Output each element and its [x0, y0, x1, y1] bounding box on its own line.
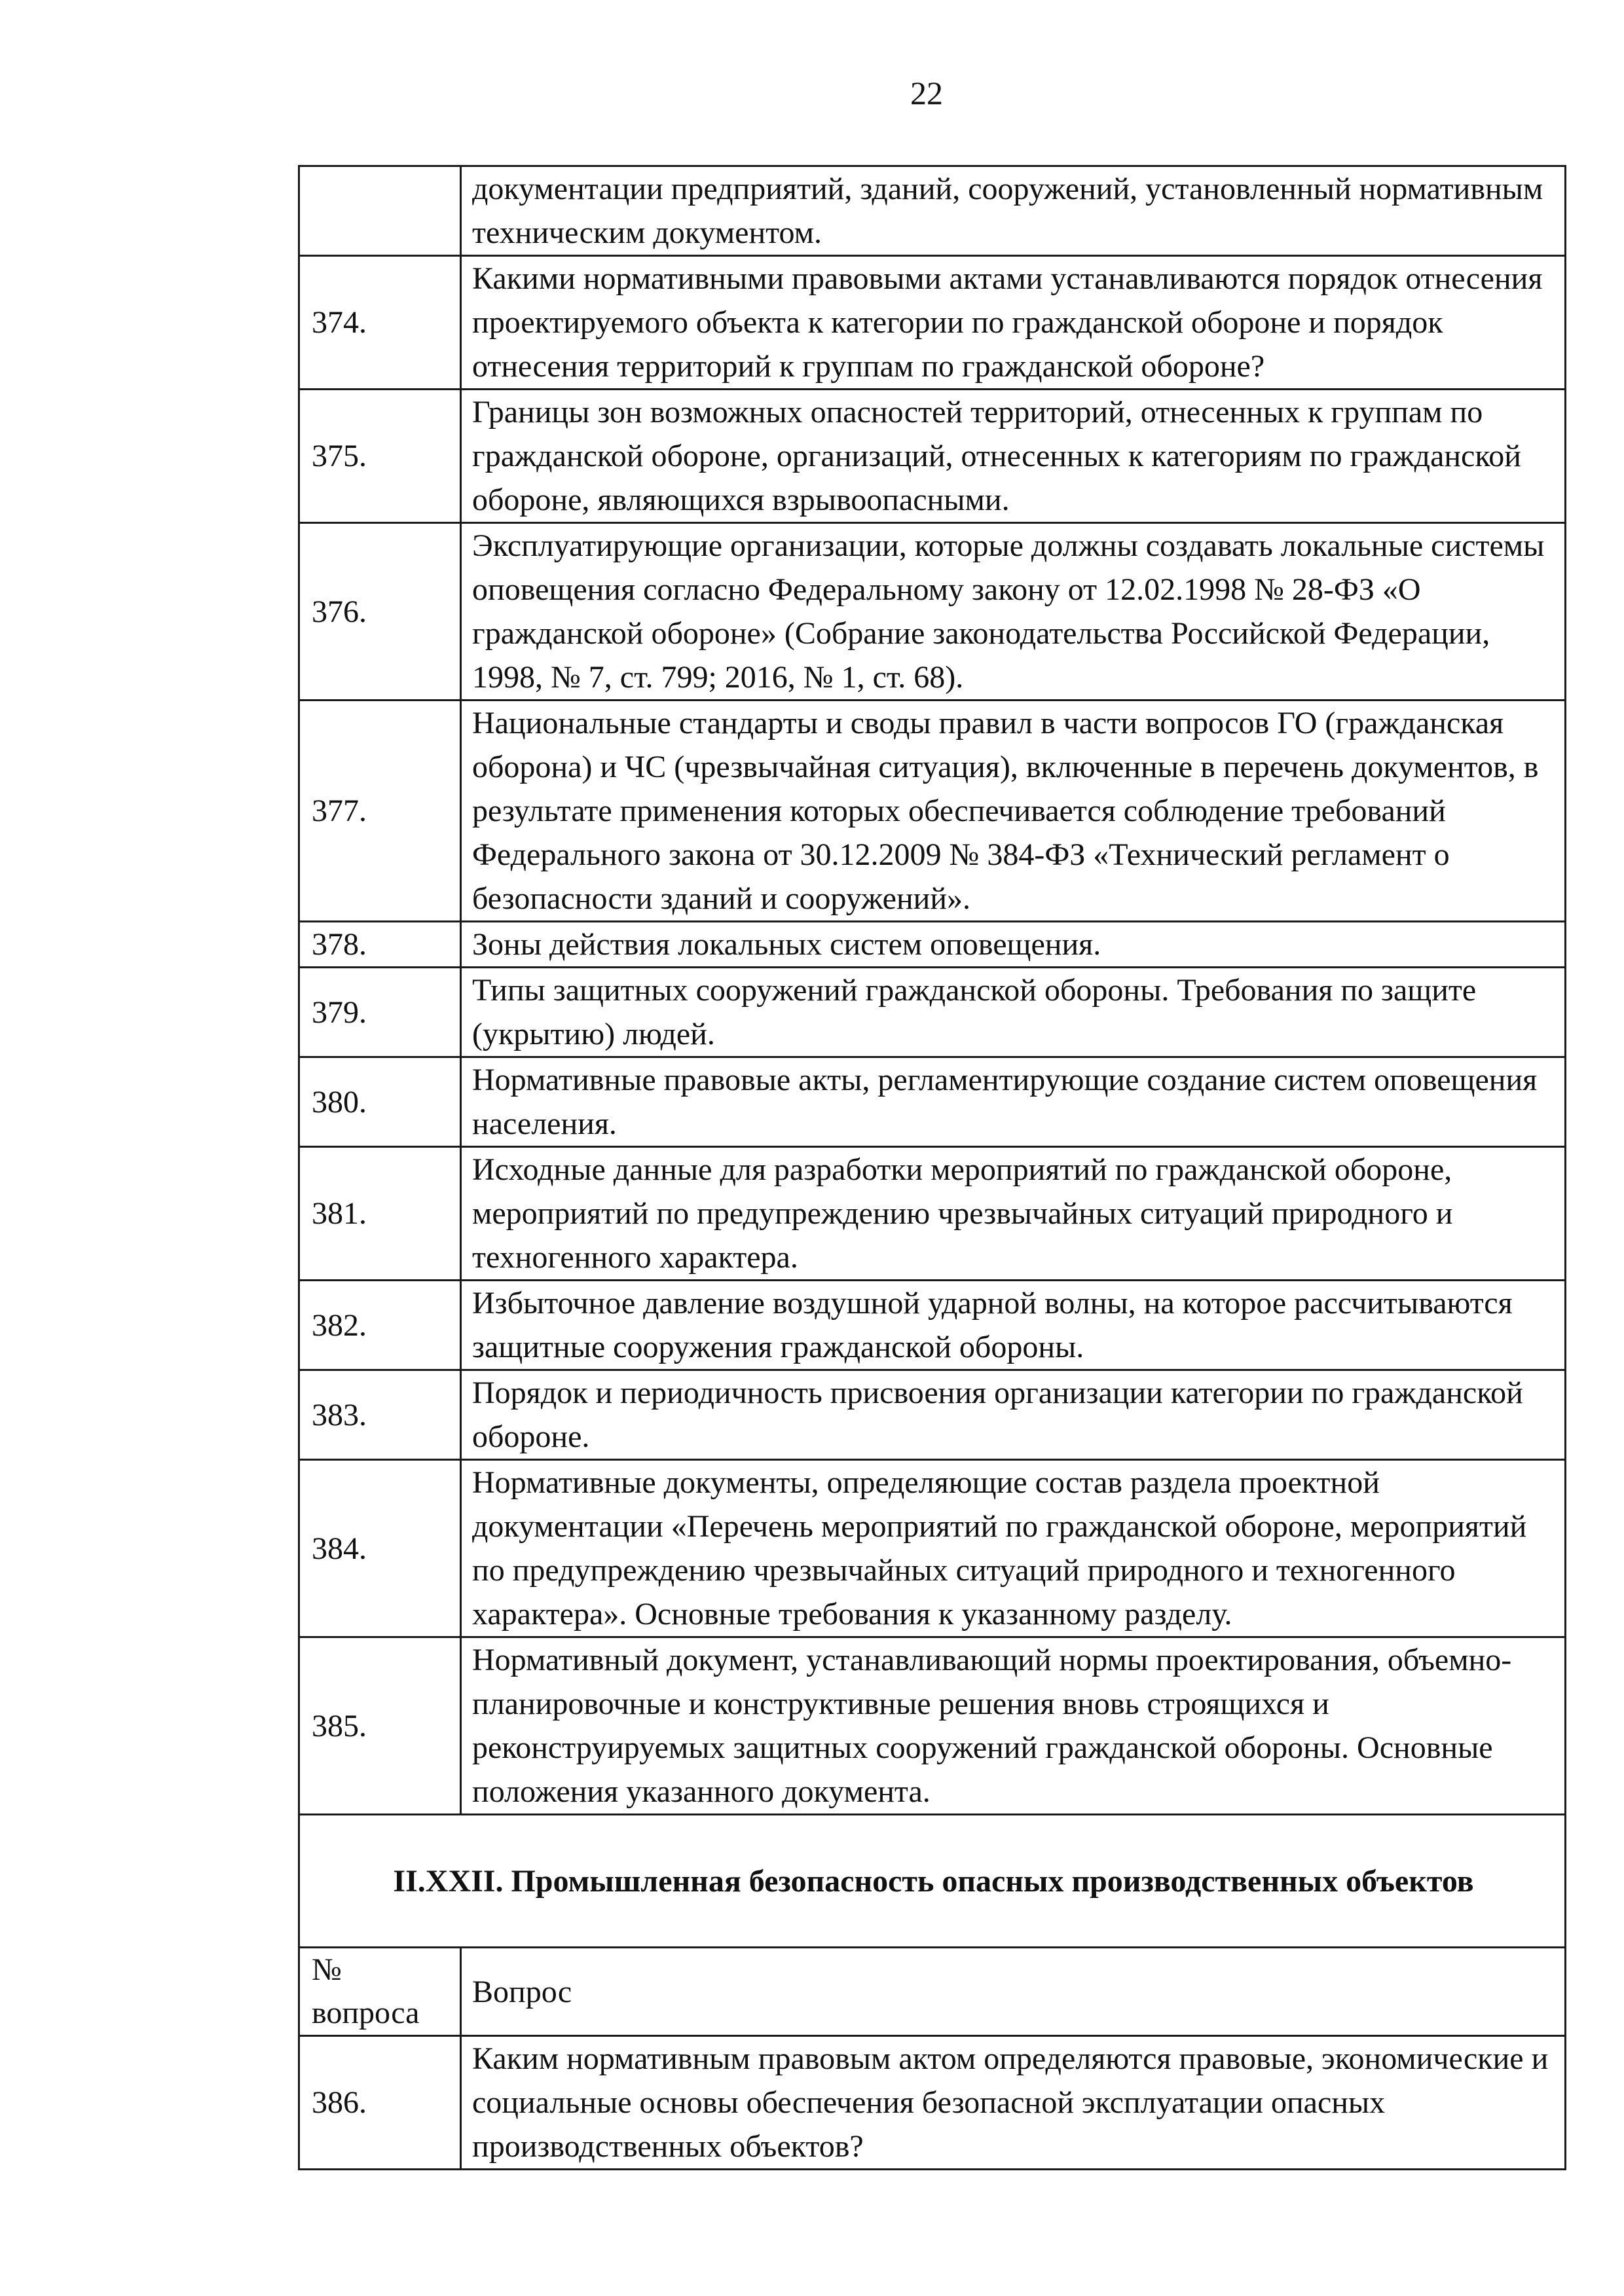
question-text: Нормативный документ, устанавливающий нормы проектирования, объемно-планировочные и конструктивные решения вновь строящихся и реконструируемых защитных сооружений гражданской обороны. Основные положения указанного документа. — [461, 1637, 1566, 1815]
table-row — [299, 1460, 1566, 1637]
question-text: Порядок и периодичность присвоения организации категории по гражданской обороне. — [461, 1370, 1566, 1460]
question-number: 384. — [299, 1460, 461, 1637]
question-number: 386. — [299, 2036, 461, 2170]
column-header-number-line1: № — [312, 1952, 342, 1987]
question-text: Национальные стандарты и своды правил в части вопросов ГО (гражданская оборона) и ЧС (чрезвычайная ситуация), включенные в перечень документов, в результате применения которых обеспечивается соблюдение требований Федерального закона от 30.12.2009 № 384-ФЗ «Технический регламент о безопасности зданий и сооружений». — [461, 701, 1566, 922]
table-row — [299, 1370, 1566, 1460]
question-text: Избыточное давление воздушной ударной волны, на которое рассчитываются защитные сооружения гражданской обороны. — [461, 1281, 1566, 1370]
question-text: Типы защитных сооружений гражданской обороны. Требования по защите (укрытию) людей. — [461, 968, 1566, 1057]
table-row — [299, 2036, 1566, 2170]
table-row — [299, 523, 1566, 701]
table-header-row — [299, 1948, 1566, 2036]
questions-table — [298, 165, 1566, 2170]
question-text: Какими нормативными правовыми актами устанавливаются порядок отнесения проектируемого объекта к категории по гражданской обороне и порядок отнесения территорий к группам по гражданской обороне? — [461, 256, 1566, 390]
question-text: Зоны действия локальных систем оповещения. — [461, 922, 1566, 968]
question-number: 381. — [299, 1147, 461, 1281]
section-row — [299, 1815, 1566, 1948]
question-number: 375. — [299, 390, 461, 523]
question-text: Исходные данные для разработки мероприятий по гражданской обороне, мероприятий по предупреждению чрезвычайных ситуаций природного и техногенного характера. — [461, 1147, 1566, 1281]
question-number: 380. — [299, 1057, 461, 1147]
question-number: 382. — [299, 1281, 461, 1370]
question-number: 379. — [299, 968, 461, 1057]
question-number: 378. — [299, 922, 461, 968]
column-header-number — [299, 1948, 461, 2036]
table-row — [299, 1057, 1566, 1147]
table-row — [299, 256, 1566, 390]
question-text: документации предприятий, зданий, сооружений, установленный нормативным техническим документом. — [461, 166, 1566, 256]
table-row — [299, 1281, 1566, 1370]
table-row — [299, 922, 1566, 968]
table-row — [299, 166, 1566, 256]
table-row — [299, 1147, 1566, 1281]
question-number: 376. — [299, 523, 461, 701]
question-number: 377. — [299, 701, 461, 922]
table-row — [299, 968, 1566, 1057]
question-number: 383. — [299, 1370, 461, 1460]
question-number: 374. — [299, 256, 461, 390]
question-text: Каким нормативным правовым актом определяются правовые, экономические и социальные основы обеспечения безопасной эксплуатации опасных производственных объектов? — [461, 2036, 1566, 2170]
question-text: Границы зон возможных опасностей территорий, отнесенных к группам по гражданской обороне, организаций, отнесенных к категориям по гражданской обороне, являющихся взрывоопасными. — [461, 390, 1566, 523]
table-row — [299, 1637, 1566, 1815]
table-row — [299, 701, 1566, 922]
question-number: 385. — [299, 1637, 461, 1815]
question-text: Нормативные документы, определяющие состав раздела проектной документации «Перечень мероприятий по гражданской обороне, мероприятий по предупреждению чрезвычайных ситуаций природного и техногенного характера». Основные требования к указанному разделу. — [461, 1460, 1566, 1637]
page-number: 22 — [910, 75, 943, 111]
table-row — [299, 390, 1566, 523]
question-text: Нормативные правовые акты, регламентирующие создание систем оповещения населения. — [461, 1057, 1566, 1147]
column-header-question: Вопрос — [461, 1948, 1566, 2036]
question-number — [299, 166, 461, 256]
column-header-number-line2: вопроса — [312, 1995, 420, 2030]
question-text: Эксплуатирующие организации, которые должны создавать локальные системы оповещения согласно Федеральному закону от 12.02.1998 № 28-ФЗ «О гражданской обороне» (Собрание законодательства Российской Федерации, 1998, № 7, ст. 799; 2016, № 1, ст. 68). — [461, 523, 1566, 701]
section-title: II.XXII. Промышленная безопасность опасных производственных объектов — [299, 1815, 1566, 1948]
